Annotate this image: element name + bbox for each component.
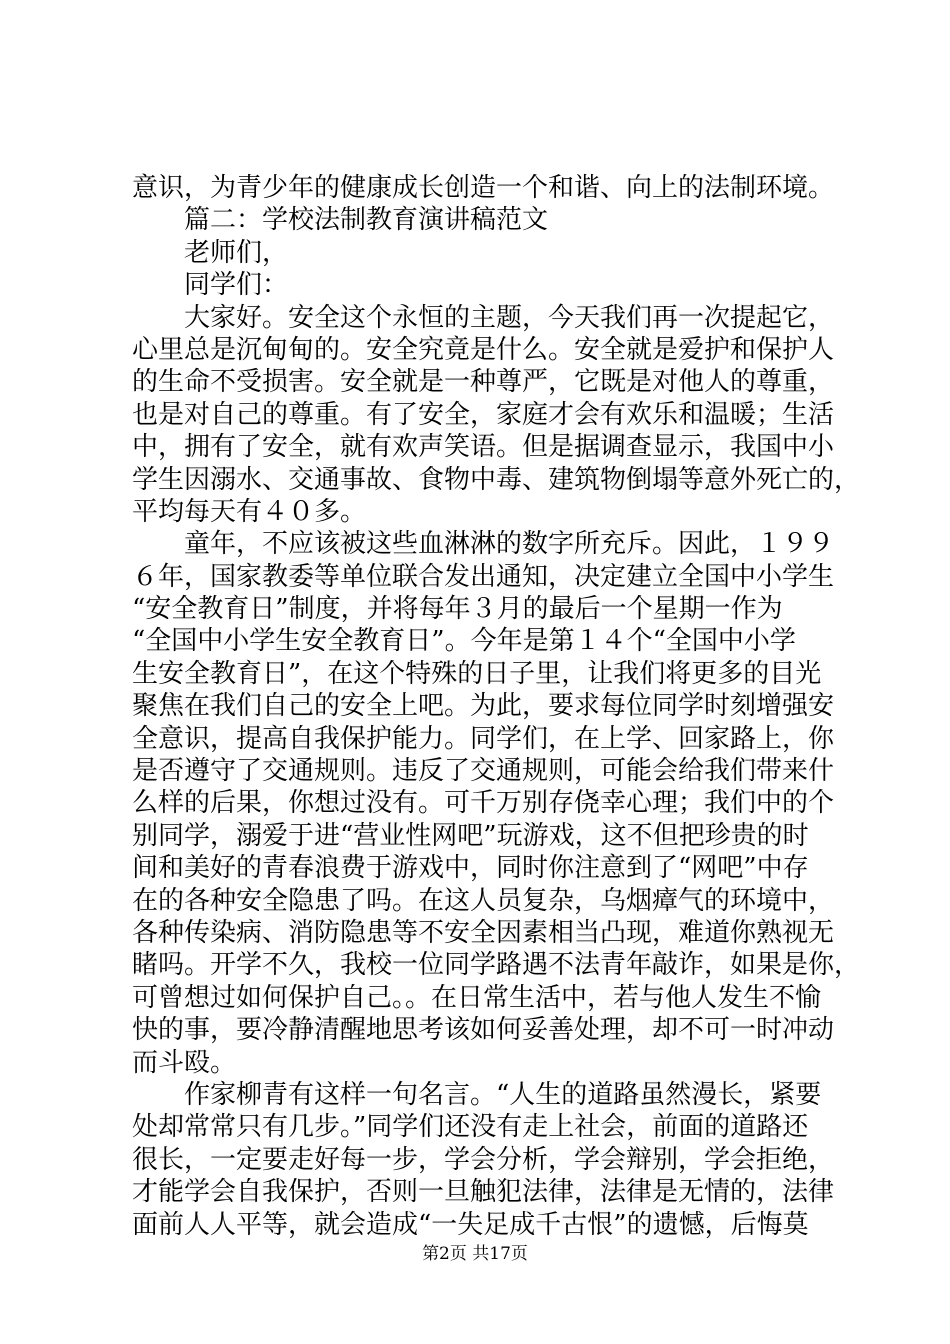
page-footer: 第2页 共17页 <box>422 1244 528 1264</box>
text-line: 也是对自己的尊重。有了安全，家庭才会有欢乐和温暖；生活 <box>132 399 835 430</box>
text-line: 可曾想过如何保护自己。。在日常生活中，若与他人发生不愉 <box>132 982 822 1013</box>
text-line: 篇二：学校法制教育演讲稿范文 <box>184 205 549 236</box>
text-line: 么样的后果，你想过没有。可千万别存侥幸心理；我们中的个 <box>132 788 835 819</box>
text-line: 别同学，溺爱于进“营业性网吧”玩游戏，这不但把珍贵的时 <box>132 820 809 851</box>
text-line: 童年，不应该被这些血淋淋的数字所充斥。因此，１９９ <box>184 529 835 560</box>
text-line: 平均每天有４０多。 <box>132 496 367 527</box>
text-line: 心里总是沉甸甸的。安全究竟是什么。安全就是爱护和保护人 <box>132 334 835 365</box>
text-line: 的生命不受损害。安全就是一种尊严，它既是对他人的尊重， <box>132 367 835 398</box>
text-line: 睹吗。开学不久，我校一位同学路遇不法青年敲诈，如果是你， <box>132 950 861 981</box>
text-line: 间和美好的青春浪费于游戏中，同时你注意到了“网吧”中存 <box>132 853 809 884</box>
text-line: 而斗殴。 <box>132 1047 237 1078</box>
text-line: “安全教育日”制度，并将每年３月的最后一个星期一作为 <box>132 594 783 625</box>
text-line: 生安全教育日”，在这个特殊的日子里，让我们将更多的目光 <box>132 658 822 689</box>
text-line: 作家柳青有这样一句名言。“人生的道路虽然漫长，紧要 <box>184 1079 822 1110</box>
text-line: 各种传染病、消防隐患等不安全因素相当凸现，难道你熟视无 <box>132 917 835 948</box>
text-line: 同学们： <box>184 270 289 301</box>
text-line: 快的事，要冷静清醒地思考该如何妥善处理，却不可一时冲动 <box>132 1015 835 1046</box>
text-line: 大家好。安全这个永恒的主题，今天我们再一次提起它， <box>184 302 835 333</box>
text-line: 在的各种安全隐患了吗。在这人员复杂，乌烟瘴气的环境中， <box>132 885 835 916</box>
text-line: 是否遵守了交通规则。违反了交通规则，可能会给我们带来什 <box>132 756 835 787</box>
text-line: 才能学会自我保护，否则一旦触犯法律，法律是无情的，法律 <box>132 1177 835 1208</box>
text-line: 面前人人平等，就会造成“一失足成千古恨”的遗憾，后悔莫 <box>132 1209 809 1240</box>
text-line: 中，拥有了安全，就有欢声笑语。但是据调查显示，我国中小 <box>132 432 835 463</box>
text-line: 学生因溺水、交通事故、食物中毒、建筑物倒塌等意外死亡的， <box>132 464 861 495</box>
text-line: 意识，为青少年的健康成长创造一个和谐、向上的法制环境。 <box>132 173 835 203</box>
text-line: 全意识，提高自我保护能力。同学们，在上学、回家路上，你 <box>132 723 835 754</box>
text-line: 老师们， <box>184 237 289 268</box>
text-line: “全国中小学生安全教育日”。今年是第１４个“全国中小学 <box>132 626 796 657</box>
text-line: ６年，国家教委等单位联合发出通知，决定建立全国中小学生 <box>132 561 835 592</box>
text-line: 很长，一定要走好每一步，学会分析，学会辩别，学会拒绝， <box>132 1144 835 1175</box>
text-line: 处却常常只有几步。”同学们还没有走上社会，前面的道路还 <box>132 1112 809 1143</box>
text-line: 聚焦在我们自己的安全上吧。为此，要求每位同学时刻增强安 <box>132 691 835 722</box>
document-body <box>132 172 861 1241</box>
